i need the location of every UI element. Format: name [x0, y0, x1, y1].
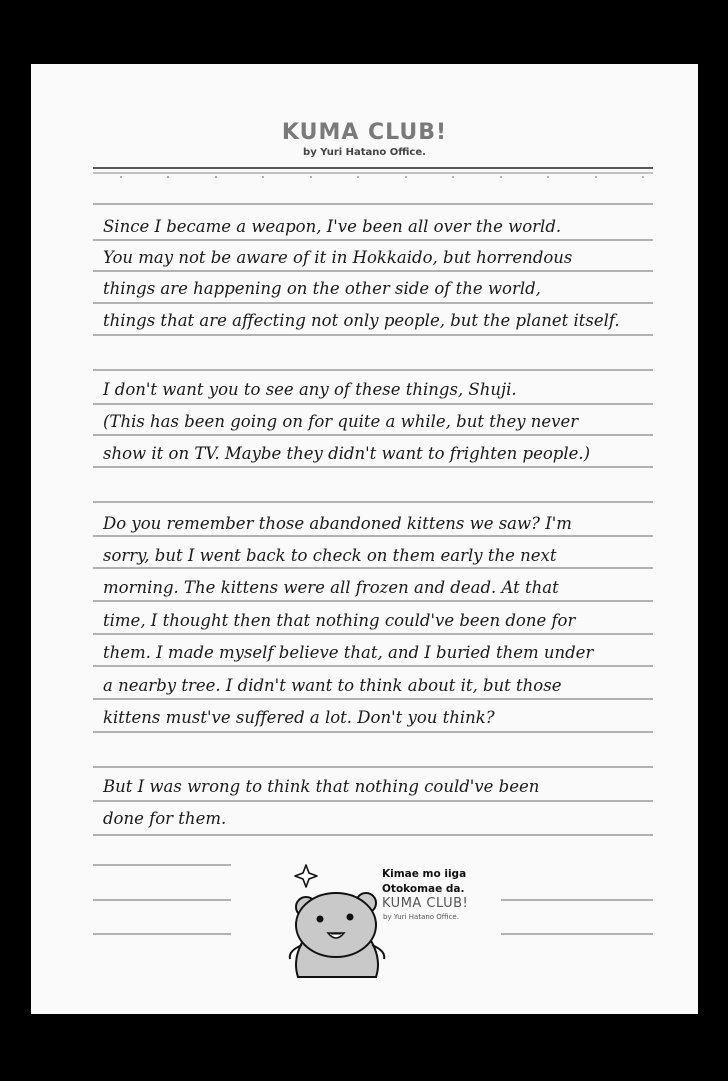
slogan-line: Kimae mo iiga: [382, 868, 467, 880]
letterhead: [31, 120, 698, 160]
letter-line: them. I made myself believe that, and I buried them under: [103, 643, 594, 662]
letter-line: done for them.: [103, 809, 227, 828]
footer-title: KUMA CLUB!: [382, 896, 469, 911]
letter-line: kittens must've suffered a lot. Don't you think?: [103, 708, 495, 727]
footer-byline: by Yuri Hatano Office.: [383, 913, 459, 921]
letter-line: show it on TV. Maybe they didn't want to frighten people.): [103, 444, 591, 463]
letterhead-title: KUMA CLUB!: [281, 120, 448, 145]
letter-line: morning. The kittens were all frozen and dead. At that: [103, 578, 559, 597]
letter-line: things that are affecting not only people, but the planet itself.: [103, 311, 620, 330]
letter-line: Since I became a weapon, I've been all over the world.: [103, 217, 562, 236]
letter-line: But I was wrong to think that nothing could've been: [103, 777, 540, 796]
letter-line: You may not be aware of it in Hokkaido, but horrendous: [103, 248, 573, 267]
letterhead-byline: by Yuri Hatano Office.: [303, 147, 426, 158]
letter-line: a nearby tree. I didn't want to think about it, but those: [103, 676, 562, 695]
letter-line: things are happening on the other side of the world,: [103, 279, 541, 298]
letter-line: sorry, but I went back to check on them early the next: [103, 546, 557, 565]
letter-paper: [31, 64, 698, 1014]
footer-slogan: [382, 867, 466, 897]
letter-line: (This has been going on for quite a while, but they never: [103, 412, 579, 431]
slogan-line: Otokomae da.: [382, 883, 465, 895]
letter-line: time, I thought then that nothing could've been done for: [103, 611, 576, 630]
letter-line: I don't want you to see any of these things, Shuji.: [103, 380, 517, 399]
letter-line: Do you remember those abandoned kittens we saw? I'm: [103, 514, 572, 533]
